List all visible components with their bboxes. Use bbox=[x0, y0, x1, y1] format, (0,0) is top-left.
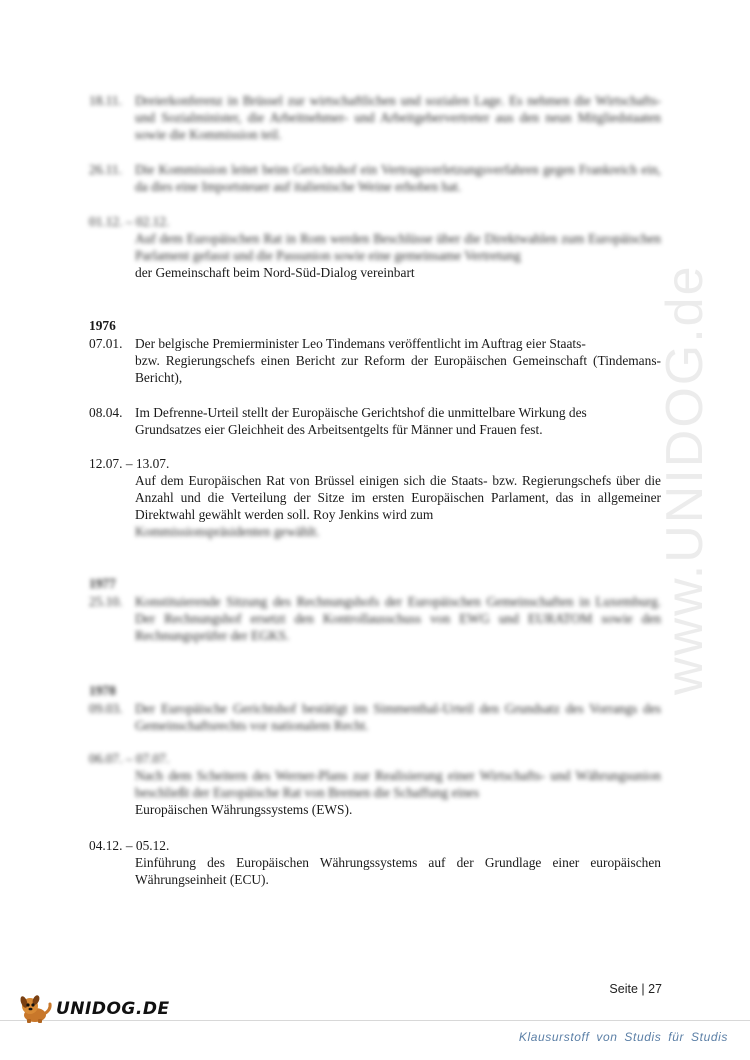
entry-date: 09.03. bbox=[89, 701, 123, 716]
year-heading-1977: 1977 bbox=[89, 576, 116, 591]
entry-date: 25.10. bbox=[89, 594, 123, 609]
entry-date: 26.11. bbox=[89, 162, 122, 177]
entry-09-03 bbox=[89, 700, 661, 734]
year-heading-1978: 1978 bbox=[89, 683, 116, 698]
entry-date: 01.12. – 02.12. bbox=[89, 214, 170, 229]
entry-text-blurred: Auf dem Europäischen Rat in Rom werden Beschlüsse über die Direktwahlen zum Europäischen Parlament gefasst und die Passunion sowie eine gemeinsame Vertretung bbox=[135, 231, 661, 263]
entry-12-07 bbox=[89, 455, 661, 540]
entry-26-11 bbox=[89, 161, 661, 195]
year-heading-1976: 1976 bbox=[89, 318, 116, 333]
entry-text-first-line: Der belgische Premierminister Leo Tindemans veröffentlicht im Auftrag eier Staats- bbox=[135, 336, 586, 351]
entry-01-12 bbox=[89, 213, 661, 281]
entry-text: Der Europäische Gerichtshof bestätigt im Simmenthal-Urteil den Grundsatz des Vorrangs des Gemeinschaftsrechts vor nationalem Recht. bbox=[135, 701, 661, 733]
entry-text: Grundsatzes eier Gleichheit des Arbeitsentgelts für Männer und Frauen fest. bbox=[135, 422, 543, 437]
entry-18-11 bbox=[89, 92, 661, 143]
entry-text-first-line: Im Defrenne-Urteil stellt der Europäische Gerichtshof die unmittelbare Wirkung des bbox=[135, 405, 587, 420]
entry-date: 04.12. – 05.12. bbox=[89, 838, 170, 853]
entry-text: Die Kommission leitet beim Gerichtshof ein Vertragsverletzungsverfahren gegen Frankreich ein, da dies eine Importsteuer auf italienische Weine erhoben hat. bbox=[135, 162, 661, 194]
unidog-logo[interactable] bbox=[18, 994, 170, 1024]
entry-text: bzw. Regierungschefs einen Bericht zur Reform der Europäischen Gemeinschaft (Tindemans-Bericht), bbox=[135, 353, 661, 385]
entry-date: 18.11. bbox=[89, 93, 122, 108]
entry-text: Europäischen Währungssystems (EWS). bbox=[135, 802, 353, 817]
entry-date: 07.01. bbox=[89, 336, 123, 351]
logo-text: UNIDOG.DE bbox=[56, 999, 170, 1019]
entry-text: Auf dem Europäischen Rat von Brüssel einigen sich die Staats- bzw. Regierungschefs über die Anzahl und die Verteilung der Sitze im ersten Europäischen Parlament, das in allgemeiner Direktwahl gewählt werden soll. Roy Jenkins wird zum bbox=[135, 473, 661, 522]
entry-text: Dreierkonferenz in Brüssel zur wirtschaftlichen und sozialen Lage. Es nehmen die Wirtschafts- und Sozialminister, die Arbeitnehmer- und Arbeitgebervertreter aus den neun Mitgliedstaaten sowie die Kommission teil. bbox=[135, 93, 661, 142]
entry-text: Einführung des Europäischen Währungssystems auf der Grundlage einer europäischen Währungseinheit (ECU). bbox=[135, 855, 661, 887]
entry-06-07 bbox=[89, 750, 661, 818]
entry-text-blurred: Kommissionspräsidenten gewählt. bbox=[135, 524, 320, 539]
dog-mascot-icon bbox=[18, 994, 54, 1024]
entry-text-blurred: Nach dem Scheitern des Werner-Plans zur Realisierung einer Wirtschafts- und Währungsunion beschließt der Europäische Rat von Bremen die Schaffung eines bbox=[135, 768, 661, 800]
entry-text: der Gemeinschaft beim Nord-Süd-Dialog vereinbart bbox=[135, 265, 415, 280]
watermark: www.UNIDOG.de bbox=[656, 264, 714, 695]
entry-08-04 bbox=[89, 404, 661, 438]
entry-04-12 bbox=[89, 837, 661, 888]
entry-07-01 bbox=[89, 335, 661, 386]
page-number: Seite | 27 bbox=[609, 982, 662, 996]
entry-date: 12.07. – 13.07. bbox=[89, 456, 170, 471]
footer-tagline: Klausurstoff von Studis für Studis bbox=[518, 1030, 728, 1044]
entry-date: 06.07. – 07.07. bbox=[89, 751, 170, 766]
entry-date: 08.04. bbox=[89, 405, 123, 420]
entry-25-10 bbox=[89, 593, 661, 644]
entry-text: Konstituierende Sitzung des Rechnungshofs der Europäischen Gemeinschaften in Luxemburg. Der Rechnungshof ersetzt den Kontrollausschuss von EWG und EURATOM sowie den Rechnungsprüfer der EGKS. bbox=[135, 594, 661, 643]
